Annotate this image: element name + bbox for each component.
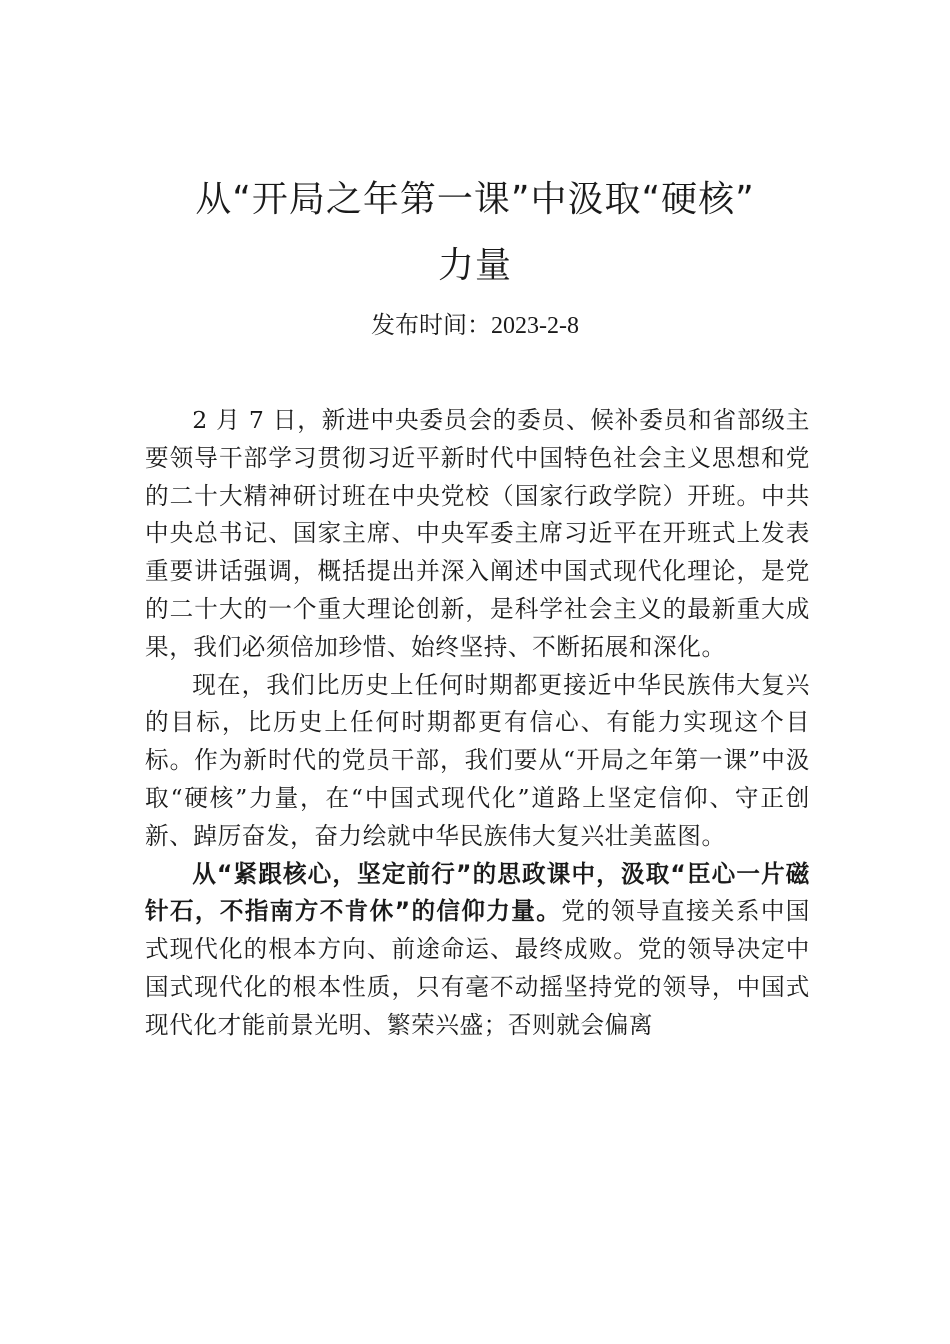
- article-title-line-2: 力量: [437, 245, 512, 286]
- paragraph-2: [145, 667, 810, 856]
- paragraph-3-bold-heading: 从“紧跟核心，坚定前行”的思政课中，汲取“臣心一片磁针石，不指南方不肯休”的信仰力量。: [145, 859, 810, 926]
- paragraph-1-text: 2 月 7 日，新进中央委员会的委员、候补委员和省部级主要领导干部学习贯彻习近平新时代中国特色社会主义思想和党的二十大精神研讨班在中央党校（国家行政学院）开班。中共中央总书记、国家主席、中央军委主席习近平在开班式上发表重要讲话强调，概括提出并深入阐述中国式现代化理论，是党的二十大的一个重大理论创新，是科学社会主义的最新重大成果，我们必须倍加珍惜、始终坚持、不断拓展和深化。: [145, 406, 810, 661]
- publish-date: [120, 310, 830, 341]
- publish-date-label: 发布时间：: [371, 311, 491, 339]
- publish-date-value: 2023-2-8: [491, 313, 579, 339]
- paragraph-1: [145, 402, 810, 667]
- paragraph-2-text: 现在，我们比历史上任何时期都更接近中华民族伟大复兴的目标，比历史上任何时期都更有信心、有能力实现这个目标。作为新时代的党员干部，我们要从“开局之年第一课”中汲取“硬核”力量，在“中国式现代化”道路上坚定信仰、守正创新、踔厉奋发，奋力绘就中华民族伟大复兴壮美蓝图。: [145, 670, 810, 850]
- article-body: [145, 402, 810, 1045]
- paragraph-3: [145, 856, 810, 1045]
- paragraph-3-text: 党的领导直接关系中国式现代化的根本方向、前途命运、最终成败。党的领导决定中国式现代化的根本性质，只有毫不动摇坚持党的领导，中国式现代化才能前景光明、繁荣兴盛；否则就会偏离: [145, 897, 810, 1039]
- article-title-line-1: 从“开局之年第一课”中汲取“硬核”: [195, 179, 755, 220]
